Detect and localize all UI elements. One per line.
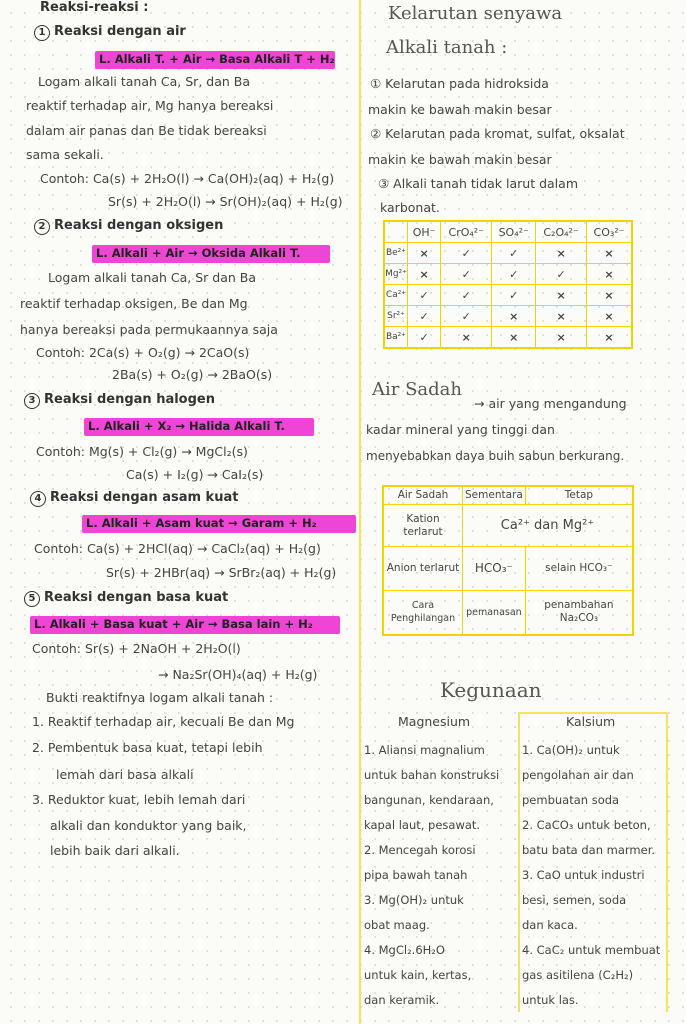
table-row — [384, 243, 632, 264]
s1-line2: reaktif terhadap air, Mg hanya bereaksi — [26, 98, 274, 113]
s1-line1: Logam alkali tanah Ca, Sr, dan Ba — [38, 74, 250, 89]
sadah-cell: selain HCO₃⁻ — [525, 547, 633, 591]
list-item: untuk bahan konstruksi — [364, 768, 500, 782]
rule-2b: makin ke bawah makin besar — [368, 152, 552, 167]
col-co3: CO₃²⁻ — [587, 221, 632, 243]
magnesium-heading: Magnesium — [398, 714, 471, 729]
bukti-line5: alkali dan konduktor yang baik, — [50, 818, 247, 833]
air-sadah-def1: → air yang mengandung — [474, 396, 627, 411]
right-title-1: Kelarutan senyawa — [388, 3, 563, 24]
rule-2a: ② Kelarutan pada kromat, sulfat, oksalat — [370, 126, 625, 141]
sadah-header-row — [383, 486, 633, 505]
cell: × — [587, 327, 632, 349]
rule-3b: karbonat. — [380, 200, 440, 215]
s3-example2: Ca(s) + I₂(g) → CaI₂(s) — [126, 467, 264, 482]
cell: × — [587, 243, 632, 264]
sadah-cell: HCO₃⁻ — [463, 547, 526, 591]
col-so4: SO₄²⁻ — [492, 221, 536, 243]
air-sadah-title: Air Sadah — [372, 379, 462, 400]
kegunaan-right-line — [666, 712, 668, 1012]
left-title: Reaksi-reaksi : — [40, 0, 149, 15]
air-sadah-def3: menyebabkan daya buih sabun berkurang. — [366, 449, 625, 463]
cell: × — [536, 285, 587, 306]
list-item: 2. Mencegah korosi — [364, 843, 476, 857]
list-item: 4. CaC₂ untuk membuat — [522, 943, 661, 957]
list-item: kapal laut, pesawat. — [364, 818, 481, 832]
bukti-line2: 2. Pembentuk basa kuat, tetapi lebih — [32, 740, 263, 755]
section-5-equation: L. Alkali + Basa kuat + Air → Basa lain + H₂ — [30, 616, 340, 634]
cell: × — [536, 327, 587, 349]
table-row — [384, 327, 632, 349]
section-2-equation: L. Alkali + Air → Oksida Alkali T. — [92, 245, 330, 263]
rule-3a: ③ Alkali tanah tidak larut dalam — [378, 176, 578, 191]
kalsium-heading: Kalsium — [566, 714, 616, 729]
cell: ✓ — [408, 285, 441, 306]
s1-example2: Sr(s) + 2H₂O(l) → Sr(OH)₂(aq) + H₂(g) — [108, 194, 343, 209]
cell: × — [587, 264, 632, 285]
s2-line1: Logam alkali tanah Ca, Sr dan Ba — [48, 270, 257, 285]
col-cro4: CrO₄²⁻ — [441, 221, 492, 243]
s2-example1: Contoh: 2Ca(s) + O₂(g) → 2CaO(s) — [36, 345, 250, 360]
cell: × — [441, 327, 492, 349]
air-sadah-table — [382, 485, 634, 636]
solubility-header-row — [384, 221, 632, 243]
section-4-equation: L. Alkali + Asam kuat → Garam + H₂ — [82, 515, 356, 533]
row-ion: Mg²⁺ — [384, 264, 408, 285]
kegunaan-divider — [518, 712, 520, 1012]
rule-1b: makin ke bawah makin besar — [368, 102, 552, 117]
table-row — [384, 285, 632, 306]
cell: × — [587, 285, 632, 306]
row-ion: Be²⁺ — [384, 243, 408, 264]
col-oh: OH⁻ — [408, 221, 441, 243]
s1-line3: dalam air panas dan Be tidak bereaksi — [26, 123, 267, 138]
list-item: obat maag. — [364, 918, 430, 932]
s4-example2: Sr(s) + 2HBr(aq) → SrBr₂(aq) + H₂(g) — [106, 565, 337, 580]
table-row — [384, 264, 632, 285]
cell: × — [536, 243, 587, 264]
rule-1a: ① Kelarutan pada hidroksida — [370, 76, 549, 91]
sadah-cell: pemanasan — [463, 591, 526, 635]
cell: ✓ — [536, 264, 587, 285]
sadah-row-label: Kation terlarut — [383, 505, 463, 547]
cell: ✓ — [441, 264, 492, 285]
list-item: 2. CaCO₃ untuk beton, — [522, 818, 651, 832]
list-item: gas asitilena (C₂H₂) — [522, 968, 634, 982]
cell: × — [492, 327, 536, 349]
sadah-row-label: Anion terlarut — [383, 547, 463, 591]
list-item: 1. Aliansi magnalium — [364, 743, 485, 757]
s3-example1: Contoh: Mg(s) + Cl₂(g) → MgCl₂(s) — [36, 444, 248, 459]
s5-example2: → Na₂Sr(OH)₄(aq) + H₂(g) — [158, 667, 318, 682]
cell: × — [536, 306, 587, 327]
list-item: pengolahan air dan — [522, 768, 634, 782]
list-item: 1. Ca(OH)₂ untuk — [522, 743, 620, 757]
cell: × — [587, 306, 632, 327]
s1-line4: sama sekali. — [26, 147, 104, 162]
cell: × — [408, 243, 441, 264]
table-row — [384, 306, 632, 327]
s1-example1: Contoh: Ca(s) + 2H₂O(l) → Ca(OH)₂(aq) + H₂(g) — [40, 171, 335, 186]
bukti-heading: Bukti reaktifnya logam alkali tanah : — [46, 690, 274, 705]
cell: × — [492, 306, 536, 327]
air-sadah-def2: kadar mineral yang tinggi dan — [366, 422, 555, 437]
right-title-2: Alkali tanah : — [386, 37, 508, 58]
bukti-line4: 3. Reduktor kuat, lebih lemah dari — [32, 792, 246, 807]
row-ion: Ba²⁺ — [384, 327, 408, 349]
s2-example2: 2Ba(s) + O₂(g) → 2BaO(s) — [112, 367, 273, 382]
section-4-heading: 4 Reaksi dengan asam kuat — [30, 490, 238, 507]
bukti-line3: lemah dari basa alkali — [56, 767, 194, 782]
list-item: dan keramik. — [364, 993, 440, 1007]
sadah-cell: Ca²⁺ dan Mg²⁺ — [463, 505, 634, 547]
row-ion: Ca²⁺ — [384, 285, 408, 306]
section-1-equation: L. Alkali T. + Air → Basa Alkali T + H₂ — [95, 51, 335, 69]
bukti-line1: 1. Reaktif terhadap air, kecuali Be dan Mg — [32, 714, 295, 729]
cell: ✓ — [492, 243, 536, 264]
section-5-heading: 5 Reaksi dengan basa kuat — [24, 590, 228, 607]
list-item: untuk kain, kertas, — [364, 968, 472, 982]
list-item: pembuatan soda — [522, 793, 620, 807]
sadah-cell: penambahan Na₂CO₃ — [525, 591, 633, 635]
list-item: pipa bawah tanah — [364, 868, 468, 882]
s5-example1: Contoh: Sr(s) + 2NaOH + 2H₂O(l) — [32, 641, 241, 656]
solubility-table — [383, 220, 633, 349]
list-item: batu bata dan marmer. — [522, 843, 656, 857]
list-item: untuk las. — [522, 993, 579, 1007]
col-c2o4: C₂O₄²⁻ — [536, 221, 587, 243]
list-item: dan kaca. — [522, 918, 578, 932]
s4-example1: Contoh: Ca(s) + 2HCl(aq) → CaCl₂(aq) + H₂(g) — [34, 541, 321, 556]
sadah-col-2: Sementara — [463, 486, 526, 505]
list-item: 4. MgCl₂.6H₂O — [364, 943, 445, 957]
kegunaan-title: Kegunaan — [440, 678, 542, 702]
cell: ✓ — [408, 327, 441, 349]
cell: ✓ — [441, 306, 492, 327]
cell: ✓ — [492, 264, 536, 285]
section-2-heading: 2 Reaksi dengan oksigen — [34, 218, 223, 235]
bukti-line6: lebih baik dari alkali. — [50, 843, 180, 858]
table-row — [383, 505, 633, 547]
cell: ✓ — [441, 243, 492, 264]
section-1-heading: 1 Reaksi dengan air — [34, 24, 186, 41]
s2-line2: reaktif terhadap oksigen, Be dan Mg — [20, 296, 248, 311]
table-row — [383, 591, 633, 635]
sadah-col-1: Air Sadah — [383, 486, 463, 505]
cell: × — [408, 264, 441, 285]
row-ion: Sr²⁺ — [384, 306, 408, 327]
section-3-heading: 3 Reaksi dengan halogen — [24, 392, 215, 409]
cell: ✓ — [441, 285, 492, 306]
table-row — [383, 547, 633, 591]
list-item: bangunan, kendaraan, — [364, 793, 494, 807]
section-3-equation: L. Alkali + X₂ → Halida Alkali T. — [84, 418, 314, 436]
cell: ✓ — [408, 306, 441, 327]
s2-line3: hanya bereaksi pada permukaannya saja — [20, 322, 278, 337]
list-item: besi, semen, soda — [522, 893, 627, 907]
cell: ✓ — [492, 285, 536, 306]
sadah-col-3: Tetap — [525, 486, 633, 505]
kegunaan-top-line — [518, 712, 668, 714]
list-item: 3. Mg(OH)₂ untuk — [364, 893, 464, 907]
sadah-row-label: Cara Penghilangan — [383, 591, 463, 635]
center-divider — [359, 0, 361, 1024]
list-item: 3. CaO untuk industri — [522, 868, 645, 882]
